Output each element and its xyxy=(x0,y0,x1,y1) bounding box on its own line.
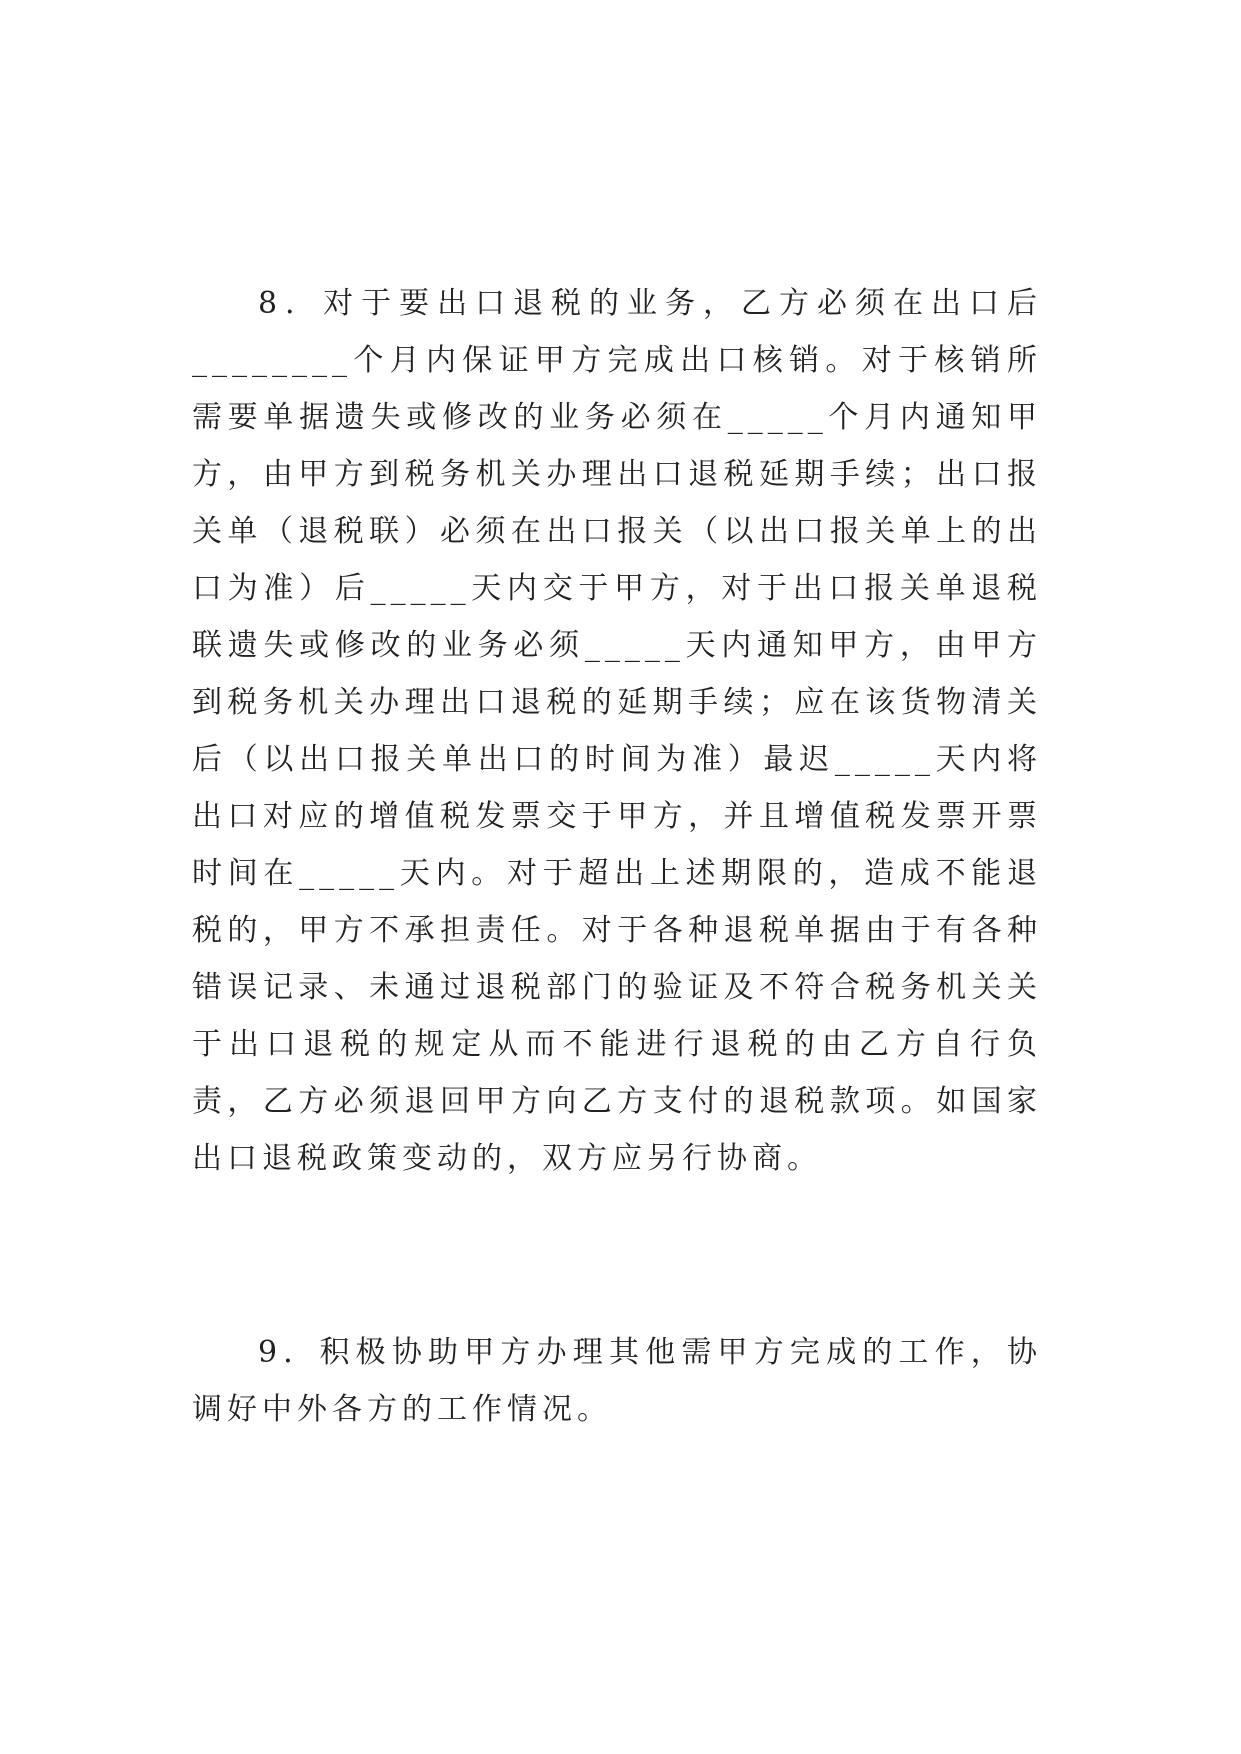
clause-9-paragraph: 9．积极协助甲方办理其他需甲方完成的工作，协调好中外各方的工作情况。 xyxy=(192,1335,1042,1427)
clause-8-paragraph: 8．对于要出口退税的业务，乙方必须在出口后________个月内保证甲方完成出口核销。对于核销所需要单据遗失或修改的业务必须在_____个月内通知甲方，由甲方到税务机关办理出口退税延期手续；出口报关单（退税联）必须在出口报关（以出口报关单上的出口为准）后_____天内交于甲方，对于出口报关单退税联遗失或修改的业务必须_____天内通知甲方，由甲方到税务机关办理出口退税的延期手续；应在该货物清关后（以出口报关单出口的时间为准）最迟_____天内将出口对应的增值税发票交于甲方，并且增值税发票开票时间在_____天内。对于超出上述期限的，造成不能退税的，甲方不承担责任。对于各种退税单据由于有各种错误记录、未通过退税部门的验证及不符合税务机关关于出口退税的规定从而不能进行退税的由乙方自行负责，乙方必须退回甲方向乙方支付的退税款项。如国家出口退税政策变动的，双方应另行协商。 xyxy=(192,286,1042,1176)
